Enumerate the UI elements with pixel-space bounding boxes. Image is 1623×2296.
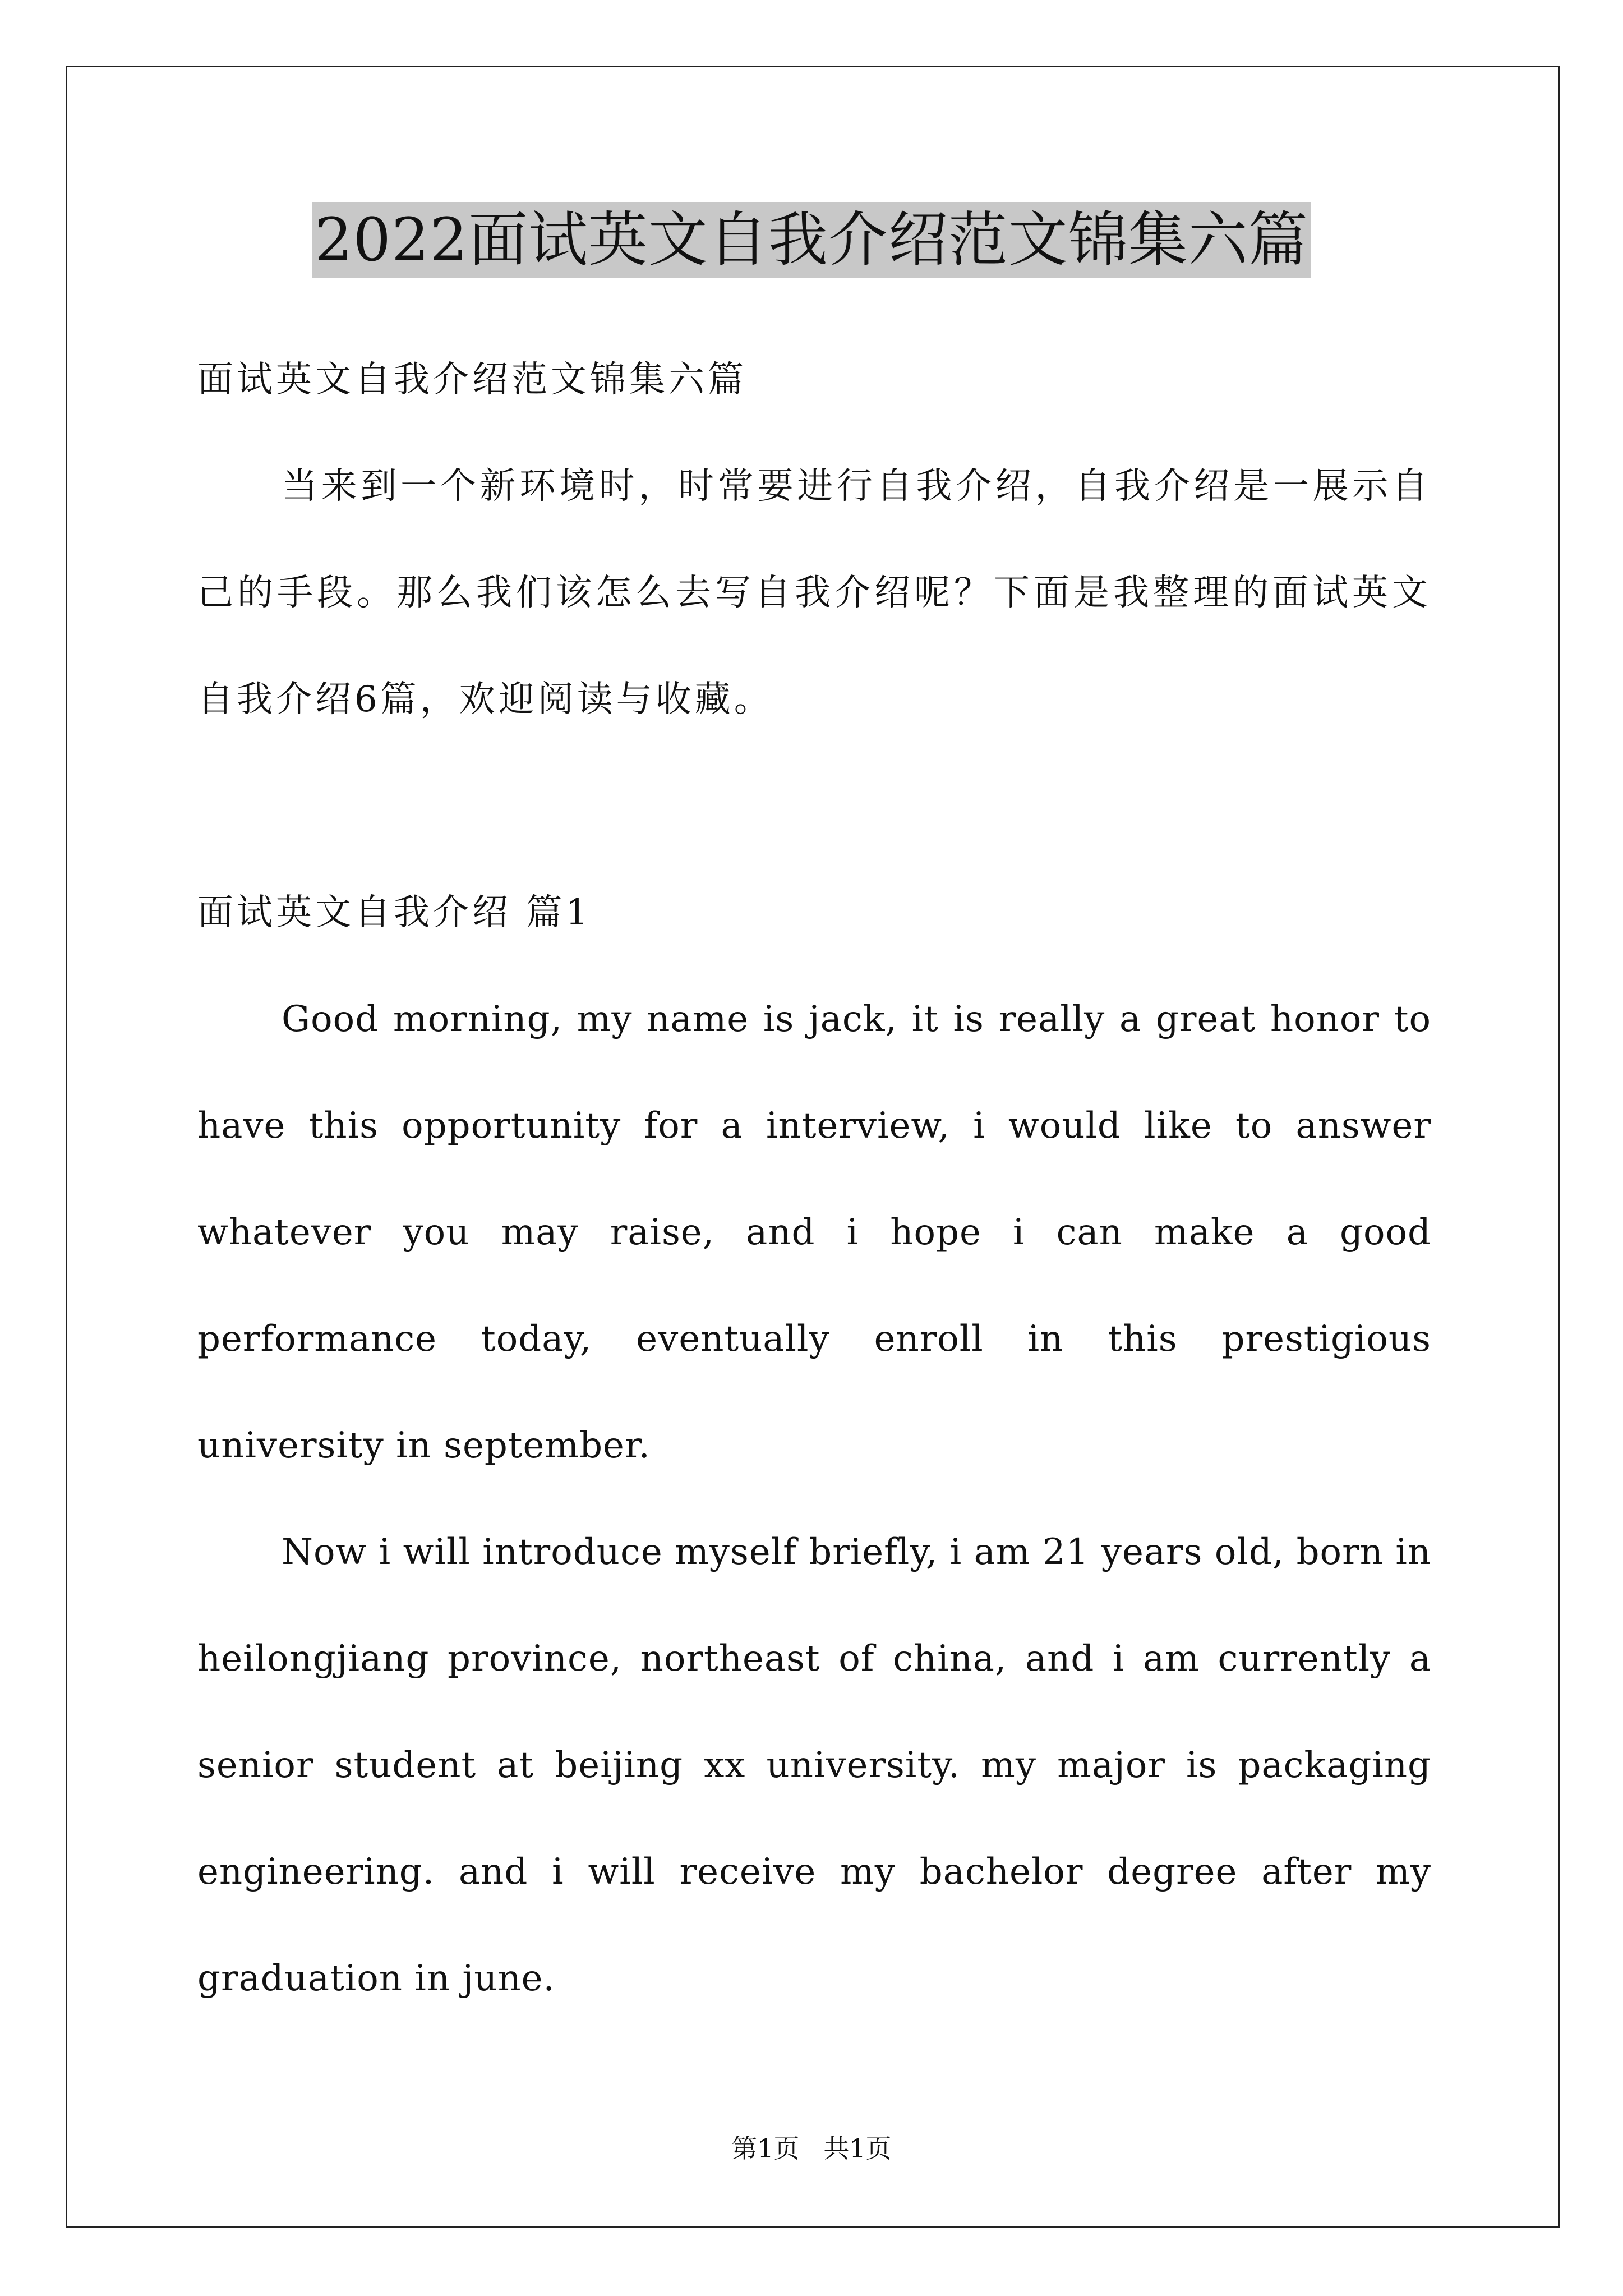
- page-number-current: 第1页: [731, 2133, 800, 2164]
- body-paragraph-2: Now i will introduce myself briefly, i am 21 years old, born in heilongjiang province, northeast of china, and i am currently a senior student at beijing xx university. my major is packaging engineering. and i will receive my bachelor degree after my graduation in june.: [197, 1531, 1431, 1999]
- document-subtitle: 面试英文自我介绍范文锦集六篇: [197, 359, 747, 401]
- page-footer: [0, 2132, 1623, 2165]
- blank-line: [197, 753, 1431, 859]
- page-number-total: 共1页: [823, 2133, 892, 2164]
- intro-paragraph: 当来到一个新环境时，时常要进行自我介绍，自我介绍是一展示自己的手段。那么我们该怎么去写自我介绍呢？下面是我整理的面试英文自我介绍6篇，欢迎阅读与收藏。: [197, 466, 1431, 720]
- body-paragraph-1: Good morning, my name is jack, it is really a great honor to have this opportunity for a interview, i would like to answer whatever you may raise, and i hope i can make a good performance today, eventually enroll in this prestigious university in september.: [197, 999, 1431, 1466]
- title-container: [0, 202, 1623, 278]
- section-heading: 面试英文自我介绍 篇1: [197, 892, 592, 933]
- document-title: 2022面试英文自我介绍范文锦集六篇: [312, 202, 1311, 278]
- document-body: [197, 326, 1431, 2032]
